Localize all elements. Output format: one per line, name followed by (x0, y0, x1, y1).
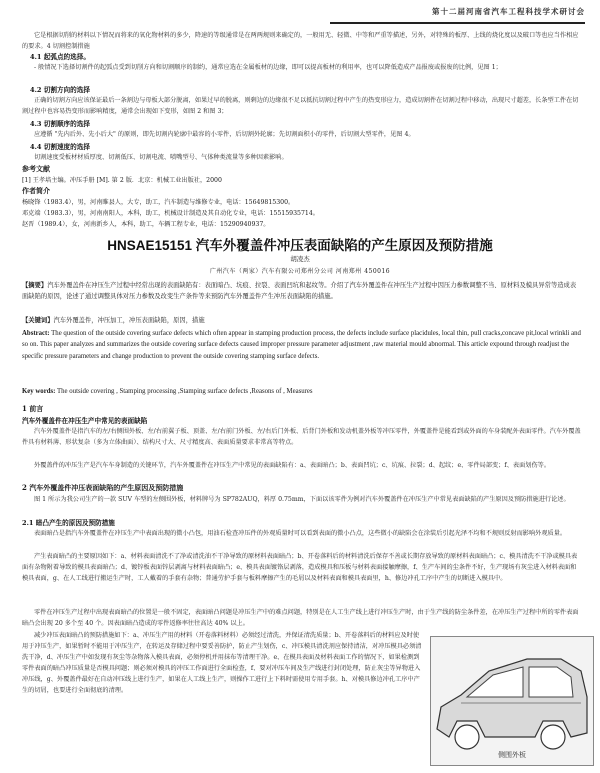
references-title: 参考文献 (22, 164, 50, 173)
author-bio-2: 邓克端（1983.3），男，河南南阳人，本科，助工，机械设计制造及其自动化专业，电话：15515935714。 (22, 210, 319, 217)
paragraph-2a: 图 1 所示为我公司生产的一款 SUV 车型的左侧围外板，材料牌号为 SP782AUQ，料厚 0.75mm，下面以该零件为例对汽车外覆盖件在冲压生产中常见表面缺陷的产生原因及预防措施进行论述。 (34, 496, 570, 503)
abstract-en-label: Abstract: (22, 330, 50, 337)
keywords-en: Key words: The outside covering , Stamping processing ,Stamping surface defects ,Reasons of , Measures (22, 388, 313, 395)
section-heading-4-2: 4.2 切割方向的选择 (30, 86, 90, 94)
paragraph-1a: 汽车外覆盖件是指汽车的左/右侧围外板、左/右前翼子板、顶盖、左/右前门外板、左/右后门外板、后背门外板和发动机盖外板等冲压零件，外覆盖件是能看到或外面的车身装配外表面零件。汽车外覆盖件具有材料薄、形状复杂（多为立体曲面）、结构尺寸大、尺寸精度高、表面质量要求非常高等特点。 (22, 428, 581, 447)
section-heading-4-1: 4.1 起弧点的选择。 (30, 53, 90, 61)
running-header: 第十二届河南省汽车工程科技学术研讨会 (330, 4, 585, 24)
paper-author: 胡凌杰 (290, 255, 310, 263)
paragraph-4-3: 应遵循 "先内后外、先小后大" 的原则，即先切割内轮廓中最容的小零件，后切割外轮廓；先切割面积小的零件，后切割大型零件，见图 4。 (34, 131, 415, 138)
keywords-en-label: Key words: (22, 388, 56, 395)
paragraph-4-2: 正确的切割方向应该保证最后一条割边与母板大部分脱离，如果过早的脱离，则剩边的边缘很不足以抵抗切割过程中产生的热变形应力，造成切割件在切割过程中移动，出现尺寸超差，长条型工件在切割过程中也容易热变形而影响精度，通常会出现如下变形，如图 2 和图 3； (22, 97, 579, 116)
abstract-cn: 【摘要】汽车外覆盖件在冲压生产过程中经常出现的表面缺陷有：表面暗凸、坑痕、拉裂、表面凹坑和起纹等。介绍了汽车外覆盖件在冲压生产过程中因压力参数调整不当、原材料及模具异常等造成表面缺陷的原因，论述了通过调整具体对压力参数及改变生产条件等来预防汽车外覆盖件产生冲压表面缺陷的措施。 (22, 282, 577, 301)
paper-affiliation: 广州汽车（两家）汽车有限公司郑州分公司 河南郑州 450016 (209, 268, 391, 275)
section-1-heading: 1 前言 (22, 404, 44, 413)
author-bio-3: 赵晋（1989.4），女，河南新乡人，本科，助工，车辆工程专业，电话：15290940937。 (22, 221, 270, 228)
figure-label: 侧围外板 (498, 751, 526, 759)
car-side-panel-drawing (431, 637, 593, 765)
car-side-panel-figure (430, 636, 594, 766)
prev-article-paragraph-1: 它是根据切削的材料以下情况而将来的氧化物材料的多少，降速的等级通常是在两两规则来确定的，一般用无、轻微、中等和严重等描述，另外，对特殊的板厚、上线的烧化度以及破口等也应当作相应的要求。4 切割控制措施 (22, 32, 579, 51)
section-heading-4-3: 4.3 切割顺序的选择 (30, 120, 90, 128)
author-bio-1: 杨晓锋（1983.4），男，河南睢县人，大专，助工，汽车制造与维修专业，电话：15649815300。 (22, 199, 295, 206)
reference-1: [1] 王孝培主编。冲压手册 [M]. 第 2 版．北京：机械工业出版社，2000 (22, 177, 222, 184)
paper-title: HNSAE15151 汽车外覆盖件冲压表面缺陷的产生原因及预防措施 (107, 238, 493, 253)
section-2-1-heading: 2.1 暗凸产生的原因及预防措施 (22, 519, 115, 527)
author-bio-title: 作者简介 (22, 186, 50, 195)
abstract-en: Abstract: The question of the outside covering surface defects which often appear in stamping production process, the defects include surface placidules, local thin, pull cracks,concave pit,local wrinkli and so on. This paper analyzes and summarizes the outside covering surface defects caused improper pressure parameter adjustment ,raw material mould abnormal. This article expound through readjust the specific pressure parameters and change production to prevent the outside covering stamping surface defects. (22, 330, 581, 360)
section-1-subheading: 汽车外覆盖件在冲压生产中常见的表面缺陷 (22, 417, 148, 425)
paragraph-2-1d: 减少冲压表面暗凸的预防措施如下：a、冲压生产用的材料（开卷落料材料）必须经过清洗，并保证清洗质量；b、开卷落料后的材料应及时使用于冲压生产，如果暂时不能用于冲压生产，在转运及存储过程中要妥善防护，防止产生划伤，c、冲压模具清洗剂应保持清洁，对冲压模具必须清洗干净，d、冲压生产中如发现有灰尘等杂物落入模具表面，必须停机并用抹布等清理干净。e、在模具表面及材料表面工作的情况下，如果检测到零件表面的暗凸冲压质量是否模具问题；则必须对模具的冲压工作面进行全面检查，f、要对冲压车间及生产线进行封闭处理，防止灰尘等异物进入冲压线，g、外覆盖件最好在自动冲压线上进行生产，如果在人工线上生产，则操作工进行上下料时需使用专用手套。h、对模具修边冲孔工序中产生的切屑，也要进行全面彻底的清理。 (22, 632, 422, 695)
paragraph-1b: 外覆盖件的冲压生产是汽车车身制造的关键环节，汽车外覆盖件在冲压生产中常见的表面缺陷有：a、表面暗凸；b、表面凹坑；c、坑痕、拉裂；d、起纹；e、零件局部变；f、表面划伤等。 (34, 462, 551, 469)
abstract-cn-label: 【摘要】 (22, 282, 48, 289)
section-heading-4-4: 4.4 切割速度的选择 (30, 143, 90, 151)
paragraph-2-1b: 产生表面暗凸的主要原因如下：a、材料表面清洗不了净或清洗油不干净导致的原材料表面暗凸；b、开卷落料后的材料清洗后保存不善或长期存放导致的原材料表面暗凸；c、模具清洗不干净或模具表面有杂物附着导致的模具表面暗凸；d、镀锌板表面锌层剥离与材料表面暗凸；e、模具表面镀铬层剥落，造成模具和压板与材料表面接触摩擦，f、生产车间的尘条件不好，生产现场有灰尘进入材料表面和模具表面，g、在人工线进行搬运生产时，工人戴着的手套有杂物；普通劳护手套与板料摩擦产生的毛屑以及材料表面和模具表面里，h、修边冲孔工序中产生的切断进入模具中。 (22, 553, 578, 583)
keywords-cn-label: 【关键词】 (22, 317, 54, 324)
section-2-heading: 2 汽车外覆盖件冲压表面缺陷的产生原因及预防措施 (22, 483, 184, 492)
paragraph-2-1a: 表面暗凸是指汽车外覆盖件在冲压生产中表面出现的微小凸包，用油石检查冲压件的外观质量时可以看到表面的微小凸点，这些微小的缺陷会在涂装后引起光泽不均和不规则反射而影响外观质量。 (34, 530, 567, 537)
keywords-cn: 【关键词】汽车外覆盖件，冲压加工，冲压表面缺陷，原因，措施 (22, 317, 205, 324)
paragraph-4-1: - 般情况下选择切割件的起弧点受到切削方向和切割顺序的制约，通常应选在金属板材的边缘，即可以提高板材的利用率，也可以降低造成产品报废或报废的比例，见图 1； (34, 64, 502, 71)
paragraph-2-1c: 零件在冲压生产过程中出现表面暗凸的位置是一般不固定，表面暗凸问题是冲压生产中的难点问题，特别是在人工生产线上进行冲压生产时，由于生产线的防尘条件差，在冲压生产过程中所的零件表面暗凸会出现 20 多个至 40 个。因表面暗凸造成的零件返修率往往高达 40% 以上。 (22, 609, 579, 628)
paragraph-4-4: 切割速度受板材材质厚度、切割低压、切割电流、喷嘴型号、气体种类流量等多种因素影响。 (34, 154, 288, 161)
